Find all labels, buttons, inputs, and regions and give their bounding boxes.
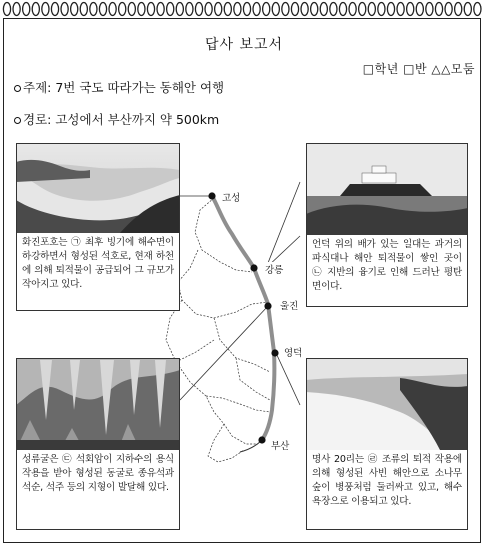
caption-cave: 성류굴은 ㉢ 석회암이 지하수의 용식 작용을 받아 형성된 동굴로 종유석과 석순, 석주 등의 지형이 발달해 있다. — [16, 450, 180, 530]
grade-class-group: □학년 □반 △△모둠 — [362, 62, 475, 76]
map-label-yeongdeok: 영덕 — [283, 345, 303, 359]
map-label-goseong: 고성 — [221, 190, 241, 204]
caption-lagoon: 화진포호는 ㉠ 최후 빙기에 해수면이 하강하면서 형성된 석호로, 현재 하천에 의해 퇴적물이 공급되어 그 규모가 작아지고 있다. — [16, 233, 180, 311]
map-label-gangneung: 강릉 — [264, 262, 284, 276]
photo-frame-lagoon — [16, 143, 180, 234]
topic-line: 주제: 7번 국도 따라가는 동해안 여행 — [14, 78, 224, 96]
route-line-7 — [212, 196, 274, 440]
report-title: 답사 보고서 — [204, 37, 284, 53]
map-label-busan: 부산 — [270, 438, 290, 452]
topic-label: 주제 — [23, 80, 48, 95]
photo-frame-cave — [16, 358, 180, 451]
photo-frame-beach — [306, 358, 468, 451]
topic-value: 7번 국도 따라가는 동해안 여행 — [55, 80, 225, 95]
route-label: 경로 — [23, 112, 48, 127]
caption-beach: 명사 20리는 ㉣ 조류의 퇴적 작용에 의해 형성된 사빈 해안으로 소나무 숲이 병풍처럼 둘러싸고 있고, 해수욕장으로 이용되고 있다. — [306, 450, 468, 530]
photo-frame-cliff — [306, 143, 468, 236]
city-marker-uljin — [264, 302, 271, 309]
caption-cliff: 언덕 위의 배가 있는 일대는 과거의 파식대나 해안 퇴적물이 쌓인 곳이 ㉡ 지반의 융기로 인해 드러난 평탄면이다. — [306, 235, 468, 307]
route-line: 경로: 고성에서 부산까지 약 500km — [14, 110, 219, 128]
city-marker-yeongdeok — [271, 349, 278, 356]
coastline — [212, 196, 274, 452]
province-boundaries — [166, 198, 270, 462]
connector-line — [276, 353, 300, 405]
map-label-uljin: 울진 — [279, 298, 299, 312]
route-value: 고성에서 부산까지 약 500km — [55, 112, 220, 127]
city-marker-gangneung — [250, 264, 257, 271]
connector-line — [180, 306, 268, 400]
city-marker-busan — [258, 436, 265, 443]
connector-line — [266, 182, 300, 268]
city-marker-goseong — [208, 192, 215, 199]
